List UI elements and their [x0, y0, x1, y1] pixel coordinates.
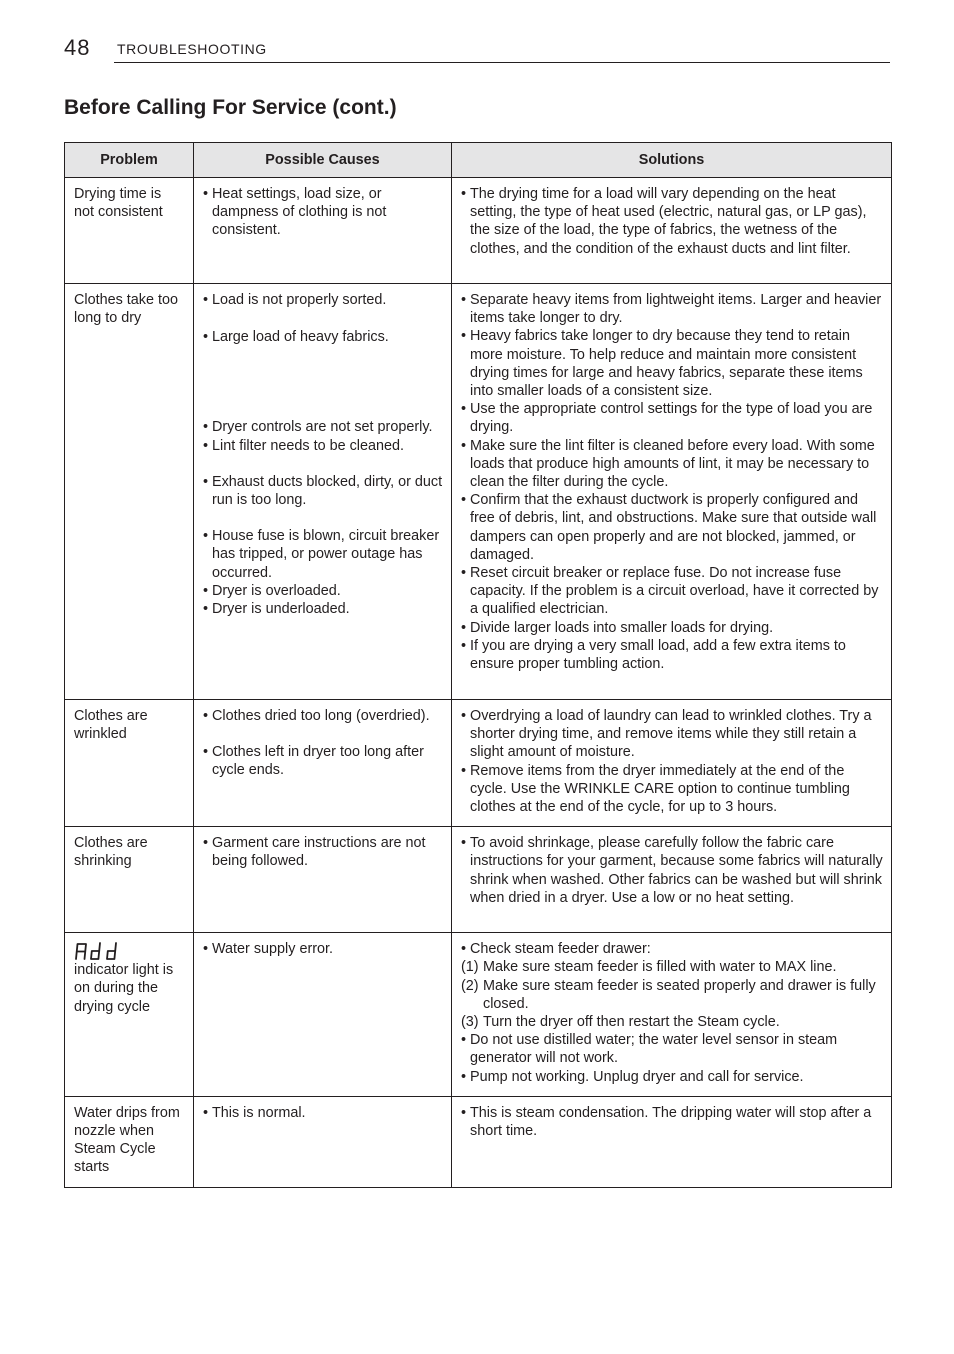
cause-item: • Clothes left in dryer too long after cycle ends.: [203, 743, 443, 779]
solution-item: • Remove items from the dryer immediately at the end of the cycle. Use the WRINKLE CARE option to continue tumbling clothes at the end of the cycle, for up to 3 hours.: [461, 762, 883, 817]
step-number: (1): [461, 959, 479, 976]
solution-item: • Confirm that the exhaust ductwork is properly configured and free of debris, lint, and obstructions. Make sure that outside wall dampers can open properly and are not blocked, jammed, or damaged.: [461, 491, 883, 564]
step-text: Make sure steam feeder is filled with water to MAX line.: [483, 959, 837, 976]
step-number: (2): [461, 977, 479, 994]
cause-item: • Load is not properly sorted.: [203, 291, 443, 309]
solution-item: • Do not use distilled water; the water level sensor in steam generator will not work.: [461, 1031, 883, 1067]
cause-item: • Lint filter needs to be cleaned.: [203, 437, 443, 455]
solutions-cell: [452, 700, 892, 827]
cause-item: • Clothes dried too long (overdried).: [203, 707, 443, 725]
solution-item: • Use the appropriate control settings for the type of load you are drying.: [461, 400, 883, 436]
causes-cell: [194, 700, 452, 827]
problem-cell: [65, 178, 194, 284]
solution-item: • The drying time for a load will vary depending on the heat setting, the type of heat used (electric, natural gas, or LP gas), the size of the load, the type of fabrics, the wetness of the clothes, and the condition of the exhaust ducts and lint filter.: [461, 185, 883, 258]
solutions-cell: [452, 178, 892, 284]
header-rule: [114, 62, 890, 63]
problem-cell: [65, 284, 194, 700]
cause-item: • House fuse is blown, circuit breaker has tripped, or power outage has occurred.: [203, 527, 443, 582]
step-text: Make sure steam feeder is seated properly and drawer is fully closed.: [483, 977, 876, 1012]
cause-item: • Dryer controls are not set properly.: [203, 418, 443, 436]
cause-item: • Water supply error.: [203, 940, 443, 958]
solution-item: • Overdrying a load of laundry can lead to wrinkled clothes. Try a shorter drying time, and remove items while they still retain a slight amount of moisture.: [461, 707, 883, 762]
solution-item: • Make sure the lint filter is cleaned before every load. With some loads that produce high amounts of lint, it may be necessary to clean the filter during the cycle.: [461, 437, 883, 492]
solution-step: [461, 1013, 883, 1031]
page-title: Before Calling For Service (cont.): [64, 96, 397, 119]
table-row: [65, 933, 892, 1097]
problem-text: Clothes are wrinkled: [74, 708, 148, 743]
solution-item: • This is steam condensation. The dripping water will stop after a short time.: [461, 1104, 883, 1140]
column-header-problem: Problem: [65, 143, 194, 178]
causes-cell: [194, 284, 452, 700]
cause-item: • This is normal.: [203, 1104, 443, 1122]
problem-text: Drying time is not consistent: [74, 186, 163, 221]
cause-item: • Heat settings, load size, or dampness of clothing is not consistent.: [203, 185, 443, 240]
cause-item: • Dryer is overloaded.: [203, 582, 443, 600]
problem-cell: [65, 827, 194, 933]
causes-cell: [194, 178, 452, 284]
solutions-cell: [452, 827, 892, 933]
problem-text: Clothes are shrinking: [74, 835, 148, 870]
page-header: [64, 34, 890, 64]
solution-item: • Divide larger loads into smaller loads for drying.: [461, 619, 883, 637]
column-header-causes: Possible Causes: [194, 143, 452, 178]
solutions-cell: [452, 1096, 892, 1187]
solution-item: • To avoid shrinkage, please carefully follow the fabric care instructions for your garment, because some fabrics will naturally shrink when washed. Other fabrics can be washed but will shrink when dried in a dryer. Use a low or no heat setting.: [461, 834, 883, 907]
step-text: Turn the dryer off then restart the Steam cycle.: [483, 1014, 780, 1031]
column-header-solutions: Solutions: [452, 143, 892, 178]
page-number: 48: [64, 35, 91, 60]
problem-text: Clothes take too: [74, 292, 178, 308]
solution-item: • Pump not working. Unplug dryer and call for service.: [461, 1068, 883, 1086]
solution-item: • Separate heavy items from lightweight items. Larger and heavier items take longer to dry.: [461, 291, 883, 327]
section-label: TROUBLESHOOTING: [117, 41, 267, 57]
cause-item: • Exhaust ducts blocked, dirty, or duct run is too long.: [203, 473, 443, 509]
add-segment-display-icon: [74, 941, 185, 961]
problem-cell: [65, 933, 194, 1097]
table-row: [65, 700, 892, 827]
solutions-cell: [452, 284, 892, 700]
problem-cell: [65, 1096, 194, 1187]
table-header-row: [65, 143, 892, 178]
solution-item: • Reset circuit breaker or replace fuse. Do not increase fuse capacity. If the problem is a circuit overload, have it corrected by a qualified electrician.: [461, 564, 883, 619]
cause-item: • Garment care instructions are not being followed.: [203, 834, 443, 870]
problem-text: indicator light is on during the drying cycle: [74, 962, 174, 1015]
step-number: (3): [461, 1014, 479, 1031]
table-row: [65, 1096, 892, 1187]
solution-item: • If you are drying a very small load, add a few extra items to ensure proper tumbling action.: [461, 637, 883, 673]
cause-item: • Dryer is underloaded.: [203, 600, 443, 618]
causes-cell: [194, 933, 452, 1097]
solution-step: [461, 958, 883, 976]
table-row: [65, 178, 892, 284]
causes-cell: [194, 827, 452, 933]
problem-text: long to dry: [74, 310, 142, 327]
solutions-cell: [452, 933, 892, 1097]
troubleshooting-table: [64, 142, 892, 1188]
problem-text: Water drips from nozzle when Steam Cycle starts: [74, 1104, 180, 1176]
solution-step: [461, 977, 883, 1013]
cause-item: • Large load of heavy fabrics.: [203, 328, 443, 346]
causes-cell: [194, 1096, 452, 1187]
solution-item: • Heavy fabrics take longer to dry because they tend to retain more moisture. To help reduce and maintain more consistent drying times for large and heavy fabrics, separate these items into smaller loads of a consistent size.: [461, 327, 883, 400]
table-row: [65, 827, 892, 933]
solution-item: • Check steam feeder drawer:: [461, 940, 883, 958]
table-row: [65, 284, 892, 700]
problem-cell: [65, 700, 194, 827]
